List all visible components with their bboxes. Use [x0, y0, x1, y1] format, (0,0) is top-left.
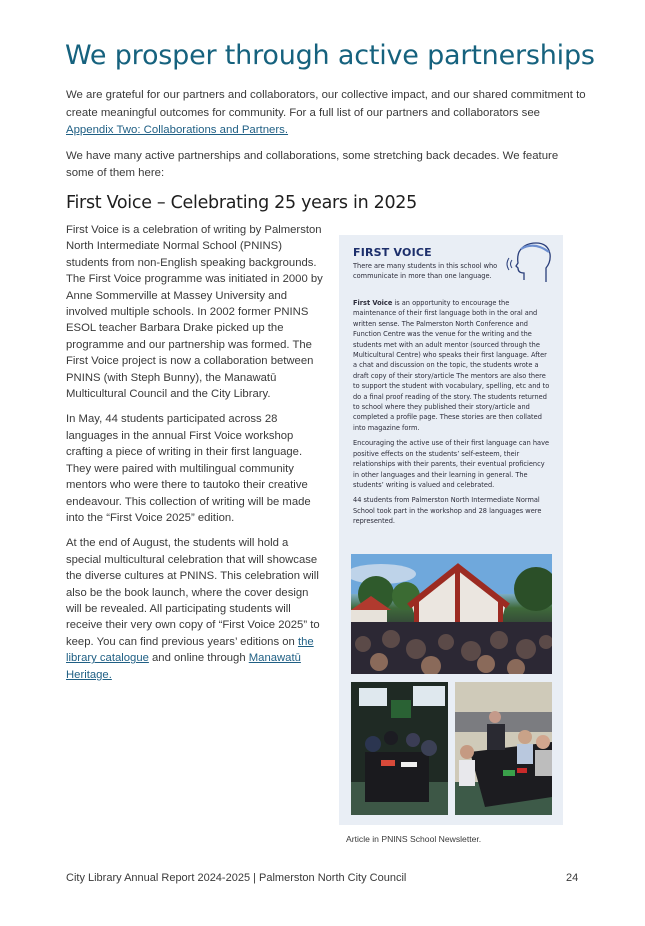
footer-title: City Library Annual Report 2024-2025 | Palmerston North City Council: [66, 872, 407, 884]
article-paragraph-1: [353, 298, 551, 433]
article-bold-term: First Voice: [353, 299, 393, 307]
intro-paragraph-2: We have many active partnerships and collaborations, some stretching back decades. We feature some of them here:: [66, 149, 559, 179]
section-paragraph-3: [66, 535, 324, 683]
article-intro: There are many students in this school who communicate in more than one language.: [353, 262, 498, 281]
workshop-illustration: [455, 682, 552, 815]
library-catalogue-link[interactable]: the library catalogue: [66, 635, 314, 665]
section-heading: First Voice – Celebrating 25 years in 2025: [66, 193, 417, 213]
workshop-photo-left: [351, 682, 448, 815]
section-body: [66, 222, 324, 692]
paragraph-text: At the end of August, the students will hold a special multicultural celebration that will showcase the diverse cultures at PNINS. This celebration will also be the book launch, where the cover design will be revealed. All participating students will receive their very own copy of “First Voice 2025” to keep. You can find previous years’ editions on: [66, 537, 320, 648]
article-paragraph-3: 44 students from Palmerston North Intermediate Normal School took part in the workshop and 28 languages were represented.: [353, 496, 542, 526]
article-text: is an opportunity to encourage the maintenance of their first language both in the oral and written sense. The Palmerston North Conference and Function Centre was the venue for the writing and the students met with an adult mentor (sourced through the Multicultural Centre) who speaks their first language. After a chat and discussion on the topic, the students wrote a draft copy of their story/article The mentors are also there to support the student with vocabulary, spelling, etc and to do a final proof reading of the story. The students returned to school where they published their story/article and completed a profile page. These stories are then collated into magazine form.: [353, 299, 550, 432]
page-number: 24: [566, 872, 579, 884]
wharenui-illustration: [351, 554, 552, 674]
section-paragraph-1: First Voice is a celebration of writing by Palmerston North Intermediate Normal School (PNINS) students from non-English speaking backgrounds. The First Voice programme was initiated in 2000 by Anne Sommerville at Massey University and involved multiple schools. In 2002 former PNINS ESOL teacher Barbara Drake picked up the programme and our partnership was formed. The First Voice project is now a collaboration between PNINS (with Steph Bunny), the Manawatū Multicultural Council and the City Library.: [66, 224, 323, 401]
workshop-illustration: [351, 682, 448, 815]
intro-paragraph-1: [66, 87, 586, 140]
wharenui-crowd-photo: [351, 554, 552, 674]
intro-text: We are grateful for our partners and collaborators, our collective impact, and our shared commitment to create meaningful outcomes for community. For a full list of our partners and collaborators see: [66, 89, 586, 119]
article-body: [353, 298, 551, 532]
image-caption: Article in PNINS School Newsletter.: [346, 834, 482, 844]
page-title: We prosper through active partnerships: [65, 40, 595, 71]
appendix-link[interactable]: Appendix Two: Collaborations and Partners.: [66, 124, 289, 136]
newsletter-article-image: [339, 235, 563, 825]
paragraph-text: and online through: [148, 652, 249, 665]
manawatu-heritage-link[interactable]: Manawatū Heritage.: [66, 652, 301, 681]
article-title: FIRST VOICE: [353, 246, 432, 259]
workshop-photo-right: [455, 682, 552, 815]
speaking-head-icon: [506, 240, 556, 286]
intro: [66, 87, 586, 191]
section-paragraph-2: In May, 44 students participated across 28 languages in the annual First Voice workshop crafting a piece of writing in their first language. They were paired with multilingual community mentors who were there to tautoko their creative endeavour. This collection of writing will be made into the “First Voice 2025” edition.: [66, 413, 311, 524]
article-paragraph-2: Encouraging the active use of their first language can have positive effects on the students’ self-esteem, their relationships with their parents, their eventual proficiency in other languages and their learning in general. The students’ writing is valued and celebrated.: [353, 439, 550, 489]
